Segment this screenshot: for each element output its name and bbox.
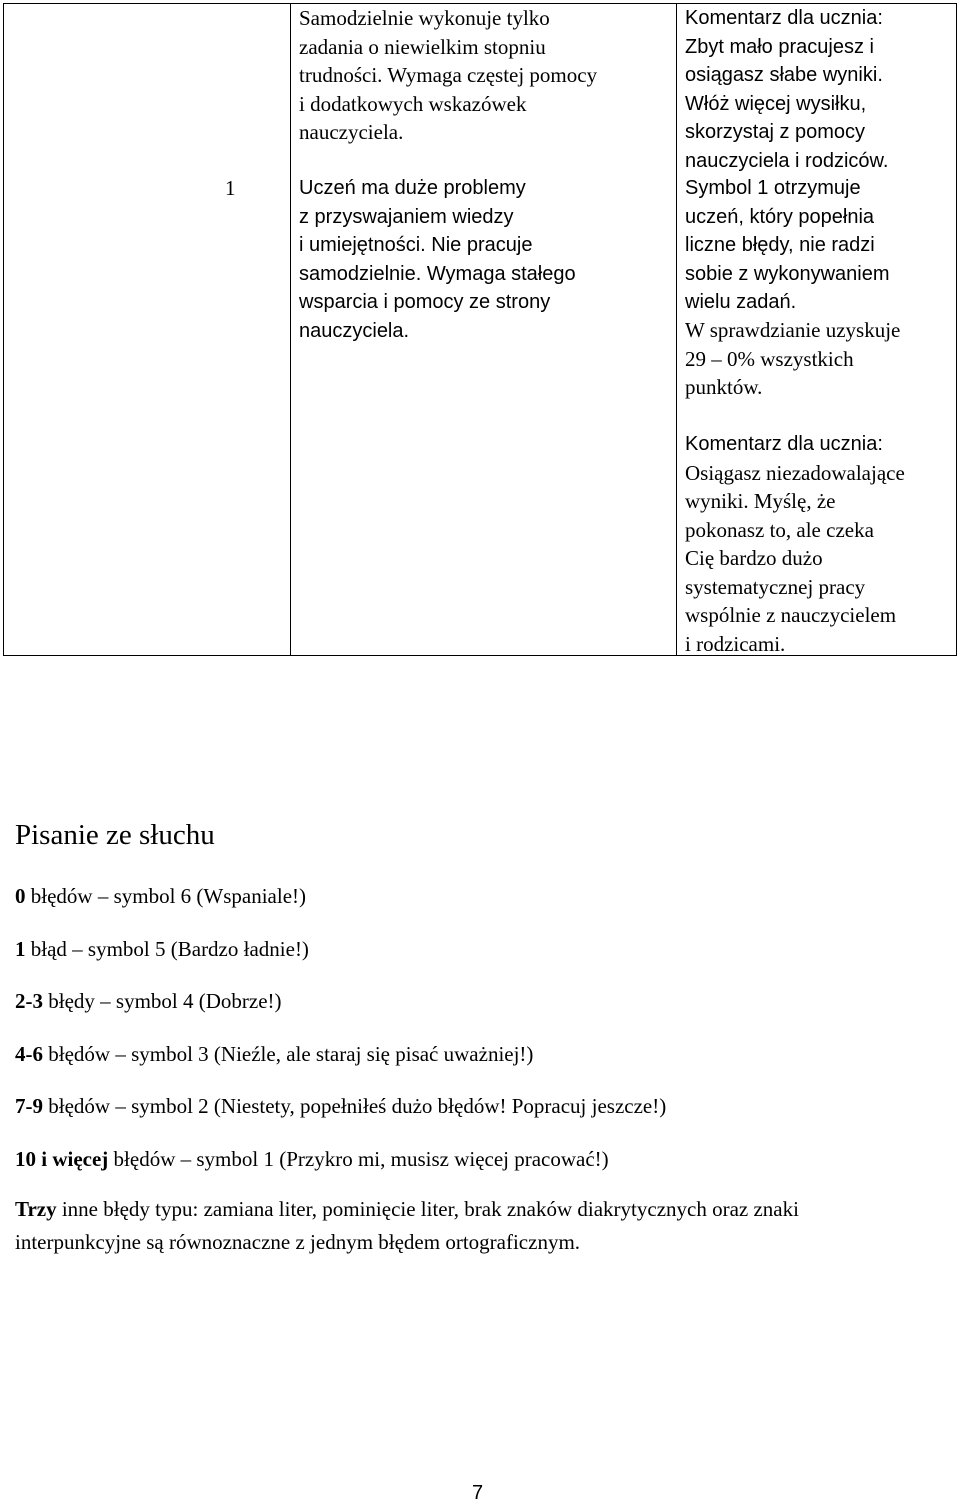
grade-number: 1: [225, 176, 236, 200]
column-divider: [676, 4, 677, 655]
rule-range: 7-9: [15, 1094, 43, 1118]
note-line-1: inne błędy typu: zamiana liter, pominięcie liter, brak znaków diakrytycznych oraz znaki: [56, 1197, 799, 1221]
rule-text: błędy – symbol 4 (Dobrze!): [43, 989, 282, 1013]
rule-item: [15, 878, 950, 931]
page-number: 7: [472, 1482, 484, 1504]
rule-text: błędów – symbol 1 (Przykro mi, musisz więcej pracować!): [108, 1146, 609, 1171]
note-bold: Trzy: [15, 1197, 57, 1221]
section-title: Pisanie ze słuchu: [15, 819, 215, 851]
rule-range: 4-6: [15, 1041, 43, 1066]
grade-1-test-score: W sprawdzianie uzyskuje 29 – 0% wszystkich punktów.: [685, 318, 901, 399]
rule-text: błąd – symbol 5 (Bardzo ładnie!): [25, 936, 309, 961]
rule-text: błędów – symbol 6 (Wspaniale!): [25, 884, 307, 908]
rule-item: [15, 931, 950, 984]
rule-range: 1: [15, 936, 26, 961]
rule-range: 10 i więcej: [15, 1146, 109, 1171]
note-paragraph: [15, 1193, 950, 1259]
dictation-rules: [15, 878, 950, 1259]
rule-text: błędów – symbol 3 (Nieźle, ale staraj się pisać uważniej!): [43, 1041, 534, 1066]
rule-item: [15, 1141, 950, 1194]
rule-item: [15, 1036, 950, 1089]
grade-1-comment: Komentarz dla ucznia: Osiągasz niezadowalające wyniki. Myślę, że pokonasz to, ale czeka Cię bardzo dużo systematycznej pracy wspólnie z nauczycielem i rodzicami.: [685, 433, 905, 656]
prev-description: Samodzielnie wykonuje tylko zadania o niewielkim stopniu trudności. Wymaga częstej pomocy i dodatkowych wskazówek nauczyciela.: [299, 6, 598, 144]
rule-item: [15, 983, 950, 1036]
grade-1-description: Uczeń ma duże problemy z przyswajaniem wiedzy i umiejętności. Nie pracuje samodzielnie. Wymaga stałego wsparcia i pomocy ze strony nauczyciela.: [299, 177, 576, 342]
rule-text: błędów – symbol 2 (Niestety, popełniłeś dużo błędów! Popracuj jeszcze!): [43, 1094, 667, 1118]
prev-comment: Komentarz dla ucznia: Zbyt mało pracujesz i osiągasz słabe wyniki. Włóż więcej wysiłku, skorzystaj z pomocy nauczyciela i rodziców.: [685, 7, 889, 172]
rule-range: 0: [15, 884, 26, 908]
note-line-2: interpunkcyjne są równoznaczne z jednym błędem ortograficznym.: [15, 1230, 581, 1254]
grade-1-symbol-text: Symbol 1 otrzymuje uczeń, który popełnia liczne błędy, nie radzi sobie z wykonywaniem wielu zadań.: [685, 177, 890, 313]
rule-range: 2-3: [15, 989, 43, 1013]
column-divider: [290, 4, 291, 655]
rule-item: [15, 1088, 950, 1141]
